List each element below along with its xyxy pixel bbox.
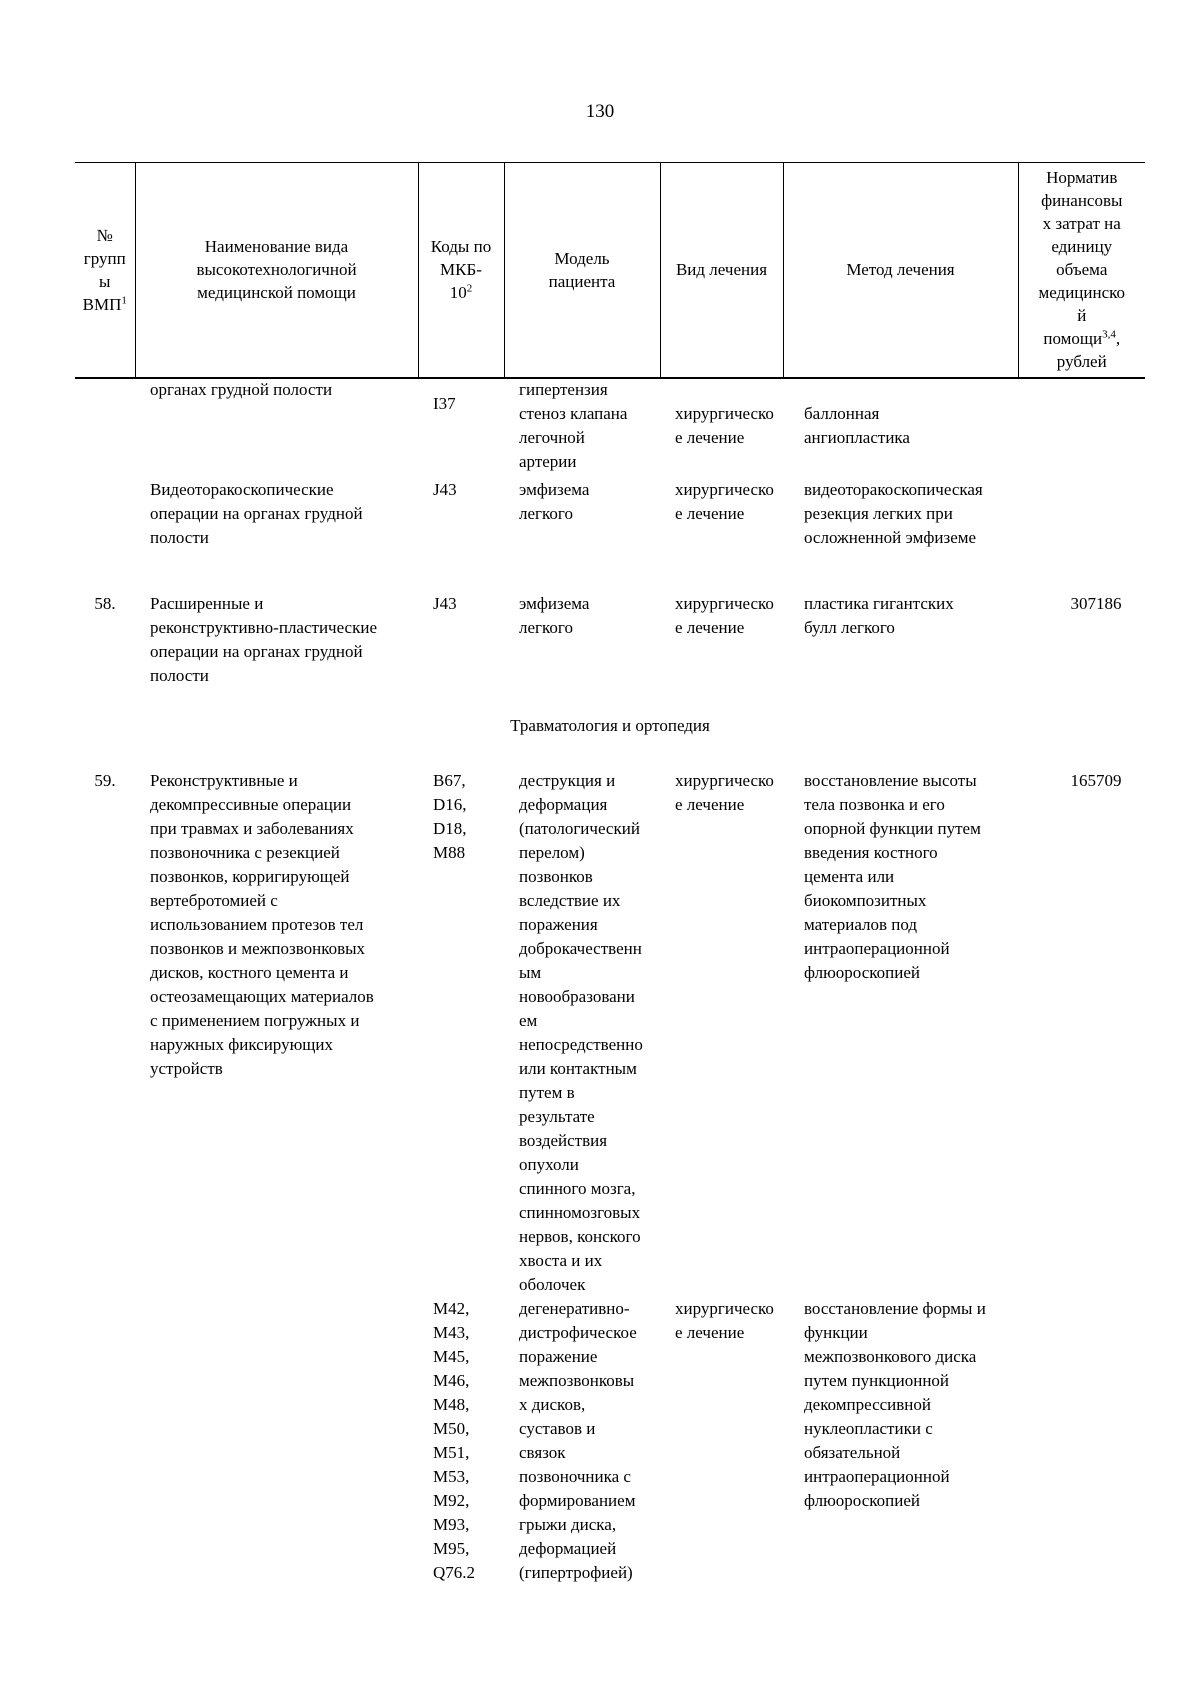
group-number: 58. bbox=[94, 594, 116, 613]
patient-model: деструкция и деформация (патологический перелом) позвонков вследствие их поражения доброкачественн ым новообразовани ем непосредственно или контактным путем в результате воздействия опухоли спинного мозга, спинномозговых нервов, конского хвоста и их оболочек bbox=[519, 771, 643, 1294]
treatment-type: хирургическо е лечение bbox=[675, 1299, 774, 1342]
patient-model: гипертензия стеноз клапана легочной артерии bbox=[519, 380, 628, 471]
icd-codes: B67, D16, D18, M88 bbox=[433, 771, 467, 862]
treatment-type: хирургическо е лечение bbox=[675, 594, 774, 637]
icd-codes: M42, M43, M45, M46, M48, M50, M51, M53, M92, M93, M95, Q76.2 bbox=[433, 1299, 476, 1582]
treatment-type: хирургическо е лечение bbox=[675, 480, 774, 523]
icd-codes: I37 bbox=[433, 394, 456, 413]
icd-codes: J43 bbox=[433, 480, 457, 499]
table-row bbox=[75, 1297, 1145, 1587]
header-care-name: Наименование вида высокотехнологичной медицинской помощи bbox=[135, 163, 418, 378]
page-number: 130 bbox=[585, 101, 615, 122]
treatment-type: хирургическо е лечение bbox=[675, 404, 774, 447]
cost-norm: 307186 bbox=[1070, 594, 1122, 613]
treatment-type: хирургическо е лечение bbox=[675, 771, 774, 814]
group-number: 59. bbox=[94, 771, 116, 790]
table-row bbox=[75, 592, 1145, 692]
patient-model: эмфизема легкого bbox=[519, 480, 590, 523]
treatment-method: видеоторакоскопическая резекция легких при осложненной эмфиземе bbox=[804, 480, 983, 547]
table-row bbox=[75, 378, 1145, 471]
treatment-method: пластика гигантских булл легкого bbox=[804, 594, 954, 637]
header-icd-codes: Коды по МКБ- $10^2$ bbox=[418, 163, 504, 378]
care-name: органах грудной полости bbox=[150, 380, 333, 399]
treatment-method: баллонная ангиопластика bbox=[804, 404, 910, 447]
cost-norm: 165709 bbox=[1070, 771, 1122, 790]
care-name: Реконструктивные и декомпрессивные операции при травмах и заболеваниях позвоночника с резекцией позвонков, корригирующей вертебротомией с использованием протезов тел позвонков и межпозвонковых дисков, костного цемента и остеозамещающих материалов с применением погружных и наружных фиксирующих устройств bbox=[150, 771, 374, 1078]
table-header bbox=[75, 162, 1145, 379]
treatment-method: восстановление формы и функции межпозвонкового диска путем пункционной декомпрессивной нуклеопластики с обязательной интраоперационной флюороскопией bbox=[804, 1299, 986, 1510]
icd-codes: J43 bbox=[433, 594, 457, 613]
table-row bbox=[75, 769, 1145, 1294]
header-cost-norm: Норматив финансовы х затрат на единицу объема медицинско й помощи$^{3,4}$, рублей bbox=[1018, 163, 1145, 378]
treatment-method: восстановление высоты тела позвонка и его опорной функции путем введения костного цемента или биокомпозитных материалов под интраоперационной флюороскопией bbox=[804, 771, 981, 982]
patient-model: эмфизема легкого bbox=[519, 594, 590, 637]
section-heading: Травматология и ортопедия bbox=[510, 716, 710, 735]
header-treatment-type: Вид лечения bbox=[660, 163, 783, 378]
patient-model: дегенеративно- дистрофическое поражение межпозвонковы х дисков, суставов и связок позвоночника с формированием грыжи диска, деформацией (гипертрофией) bbox=[519, 1299, 637, 1582]
table-body bbox=[75, 378, 1145, 1582]
header-group-number: № групп ы ВМП$^1$ bbox=[82, 225, 127, 314]
table-row bbox=[75, 478, 1145, 558]
care-name: Расширенные и реконструктивно-пластические операции на органах грудной полости bbox=[150, 594, 378, 685]
header-patient-model: Модель пациента bbox=[504, 163, 660, 378]
care-name: Видеоторакоскопические операции на органах грудной полости bbox=[150, 480, 363, 547]
header-treatment-method: Метод лечения bbox=[783, 163, 1018, 378]
